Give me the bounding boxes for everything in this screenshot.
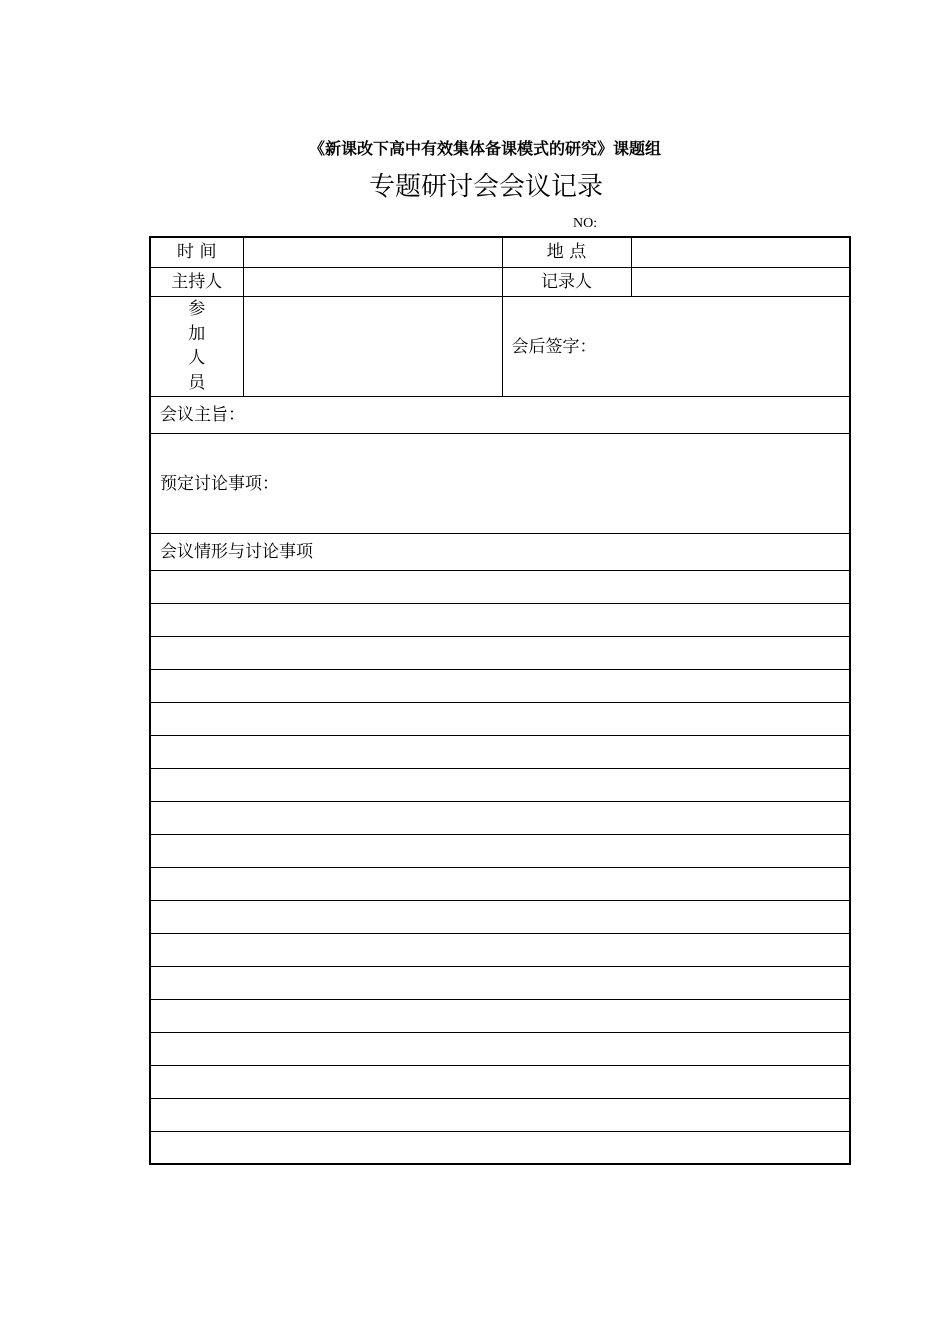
discussion-line (150, 669, 850, 702)
discussion-line (150, 768, 850, 801)
purpose-label: 会议主旨： (160, 404, 245, 425)
discussion-line (150, 1065, 850, 1098)
time-place-row (150, 237, 850, 267)
discussion-header-cell (150, 533, 850, 570)
discussion-line (150, 636, 850, 669)
purpose-row (150, 396, 850, 433)
participants-label-cell (150, 296, 243, 396)
recorder-label: 记录人 (502, 267, 631, 296)
discussion-line (150, 1032, 850, 1065)
purpose-field[interactable] (150, 396, 850, 433)
participants-row (150, 296, 850, 396)
discussion-line-field[interactable] (150, 669, 850, 702)
participants-label: 参加人员 (188, 299, 206, 393)
discussion-line (150, 999, 850, 1032)
meeting-record-form (149, 236, 851, 1165)
discussion-line-field[interactable] (150, 603, 850, 636)
discussion-line-field[interactable] (150, 1032, 850, 1065)
agenda-field[interactable] (150, 433, 850, 533)
signature-cell[interactable] (502, 296, 850, 396)
discussion-line-field[interactable] (150, 636, 850, 669)
document-title: 专题研讨会会议记录 (368, 172, 603, 202)
discussion-line-field[interactable] (150, 867, 850, 900)
participants-field[interactable] (243, 296, 502, 396)
agenda-label: 预定讨论事项： (160, 474, 279, 494)
time-label: 时 间 (150, 237, 243, 267)
discussion-line (150, 801, 850, 834)
discussion-line-field[interactable] (150, 1065, 850, 1098)
host-recorder-row (150, 267, 850, 296)
signature-label: 会后签字： (511, 337, 597, 357)
recorder-field[interactable] (631, 267, 850, 296)
discussion-line (150, 933, 850, 966)
discussion-line-field[interactable] (150, 999, 850, 1032)
discussion-line-field[interactable] (150, 735, 850, 768)
discussion-line (150, 570, 850, 603)
record-number-label: NO: (573, 216, 598, 231)
discussion-line-field[interactable] (150, 801, 850, 834)
discussion-line-field[interactable] (150, 1098, 850, 1131)
discussion-header-row (150, 533, 850, 570)
host-field[interactable] (243, 267, 502, 296)
discussion-line (150, 1131, 850, 1164)
place-field[interactable] (631, 237, 850, 267)
discussion-label: 会议情形与讨论事项 (160, 541, 313, 562)
place-label: 地 点 (502, 237, 631, 267)
discussion-line (150, 702, 850, 735)
discussion-line-field[interactable] (150, 834, 850, 867)
document-subtitle: 《新课改下高中有效集体备课模式的研究》课题组 (308, 139, 661, 158)
discussion-line (150, 834, 850, 867)
discussion-line-field[interactable] (150, 702, 850, 735)
discussion-line (150, 1098, 850, 1131)
discussion-line-field[interactable] (150, 900, 850, 933)
discussion-line (150, 867, 850, 900)
discussion-line (150, 900, 850, 933)
discussion-line-field[interactable] (150, 768, 850, 801)
discussion-line (150, 735, 850, 768)
discussion-line-field[interactable] (150, 570, 850, 603)
discussion-line-field[interactable] (150, 1131, 850, 1164)
time-field[interactable] (243, 237, 502, 267)
discussion-line-field[interactable] (150, 933, 850, 966)
agenda-row (150, 433, 850, 533)
host-label: 主持人 (150, 267, 243, 296)
discussion-line (150, 966, 850, 999)
discussion-line (150, 603, 850, 636)
discussion-line-field[interactable] (150, 966, 850, 999)
